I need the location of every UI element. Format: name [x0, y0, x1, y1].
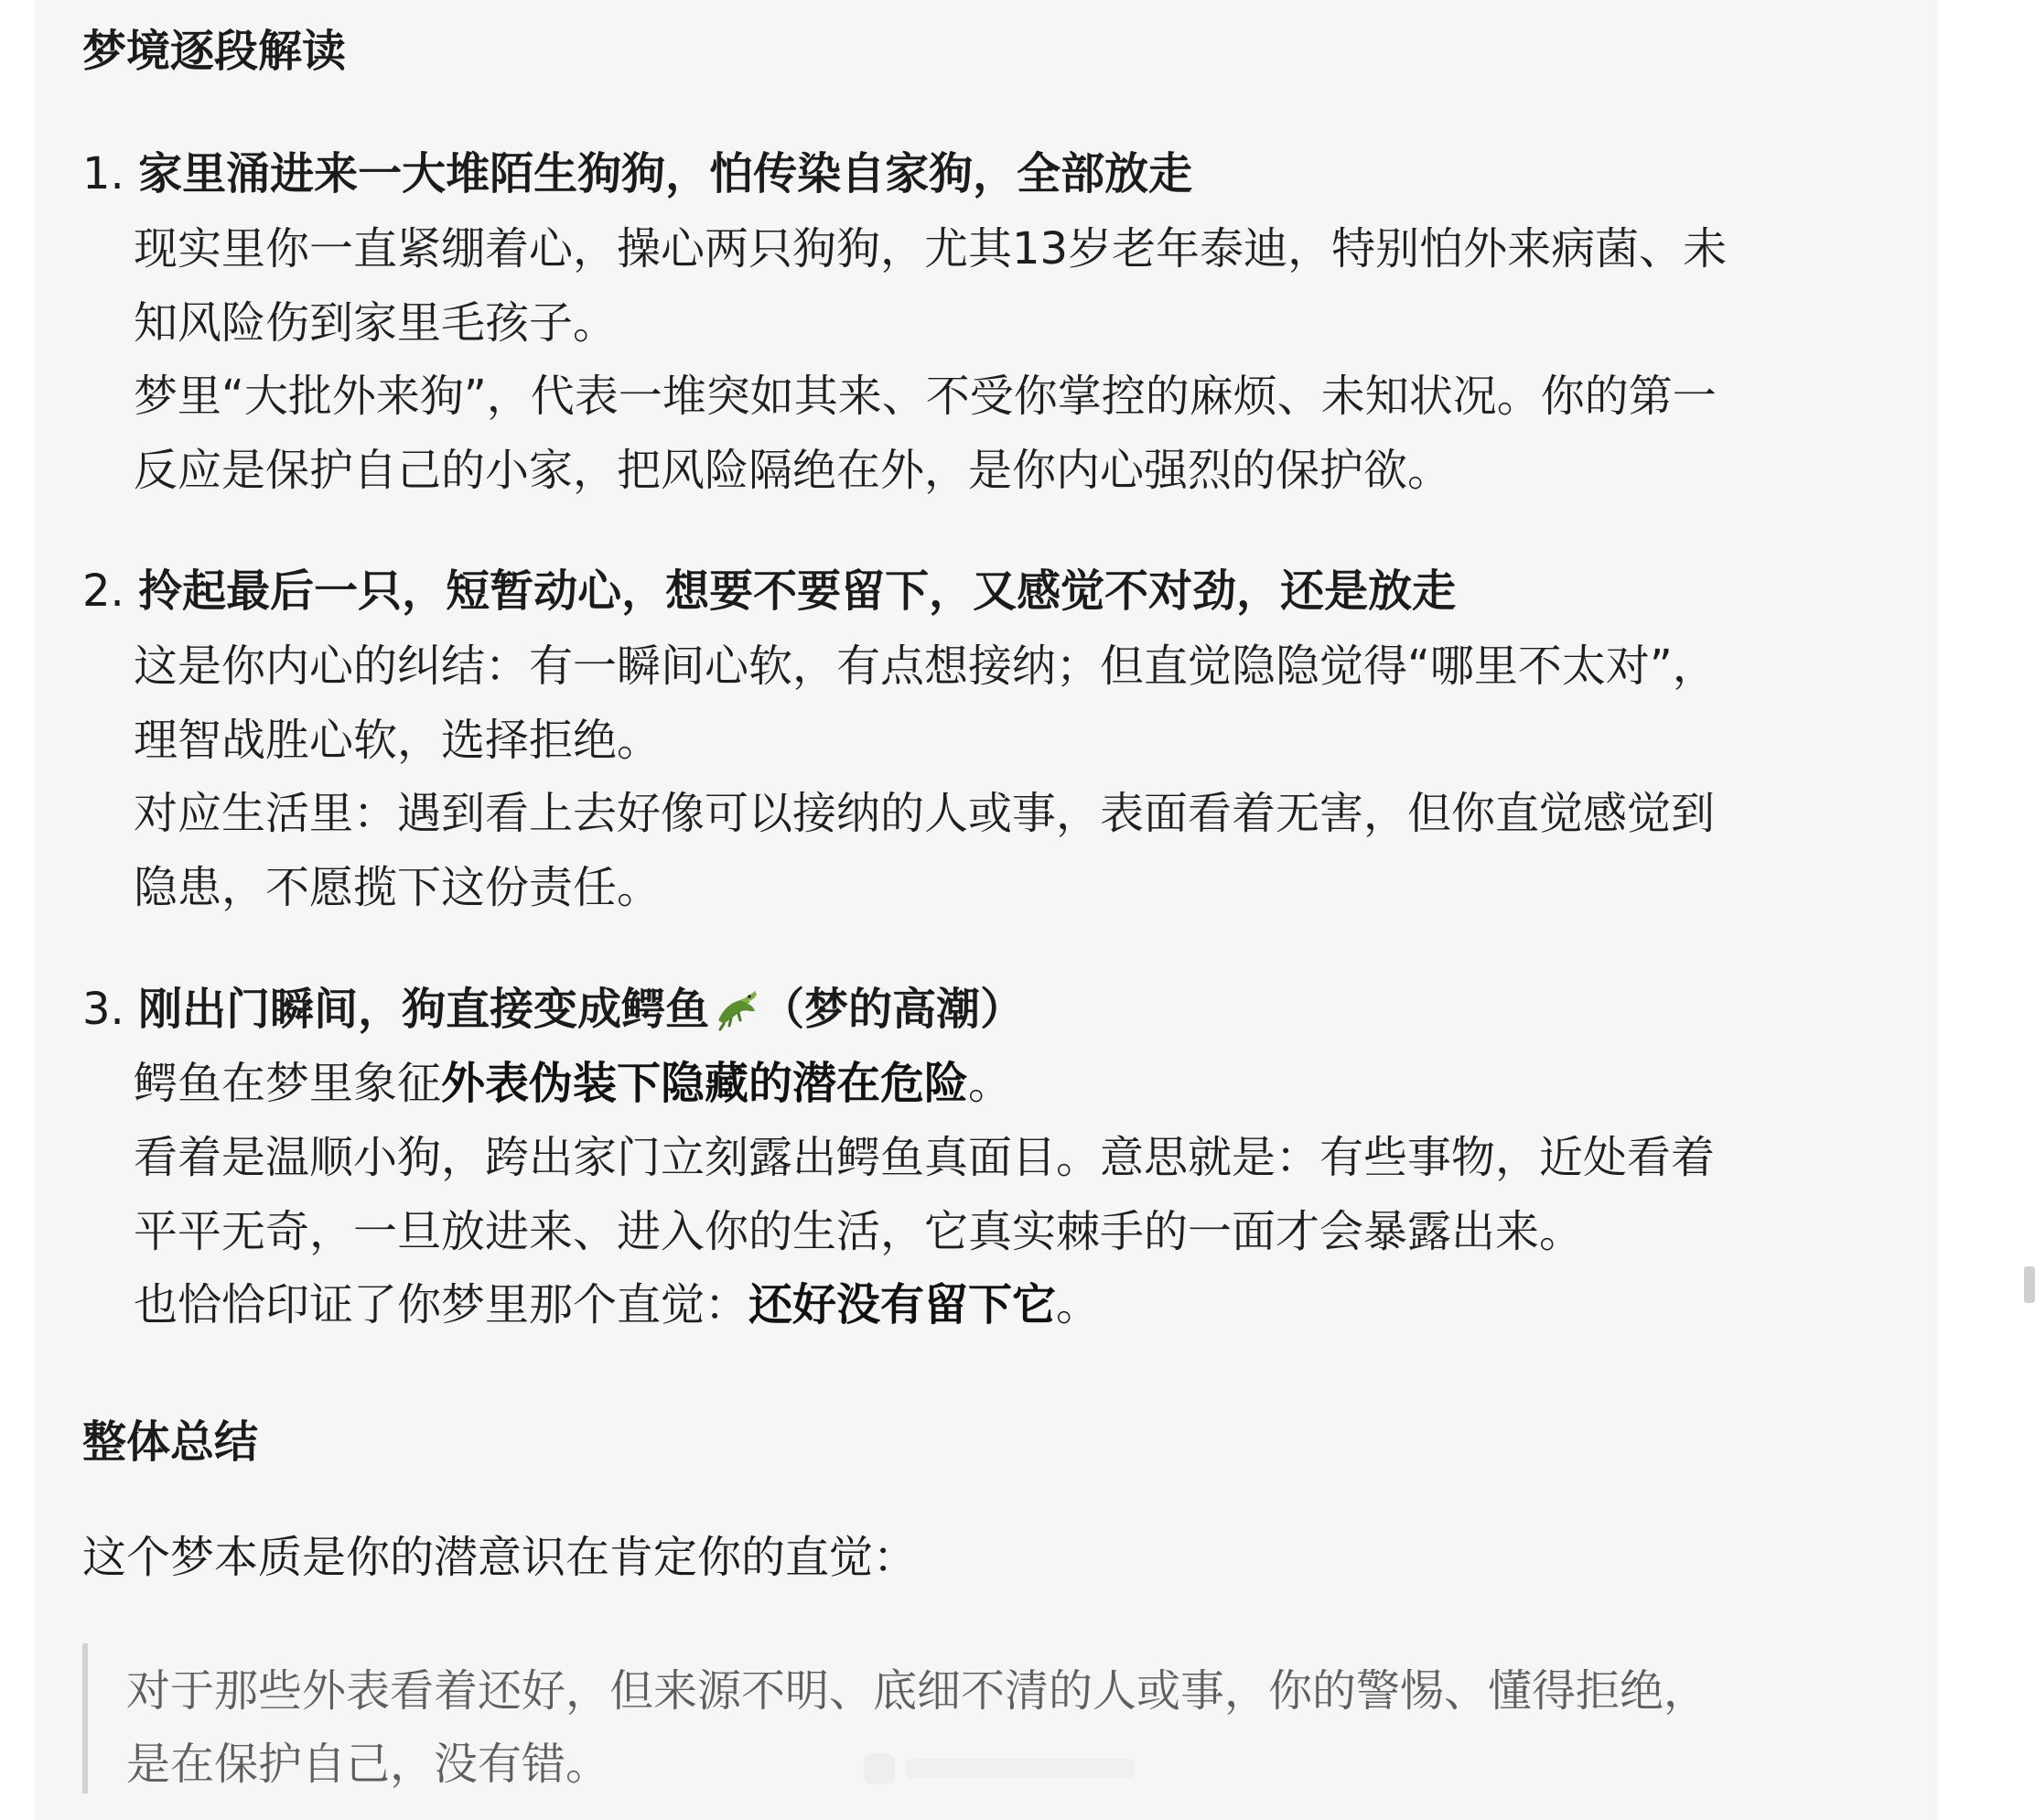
scrollbar-thumb[interactable]	[2024, 1266, 2035, 1303]
summary-title: 整体总结	[82, 1416, 259, 1468]
section-3-number: 3.	[82, 984, 124, 1035]
section-3-line-4	[134, 1277, 1100, 1332]
section-1-heading	[82, 146, 1192, 201]
section-3-line-4-post: 。	[1056, 1279, 1101, 1330]
section-2-line-2: 理智战胜心软，选择拒绝。	[134, 715, 662, 766]
section-3-line-4-pre: 也恰恰印证了你梦里那个直觉：	[134, 1279, 749, 1330]
section-2-heading	[82, 564, 1456, 619]
quote-line-1: 对于那些外表看着还好，但来源不明、底细不清的人或事，你的警惕、懂得拒绝，	[126, 1665, 1708, 1717]
section-1-line-1: 现实里你一直紧绷着心，操心两只狗狗，尤其13岁老年泰迪，特别怕外来病菌、未	[134, 223, 1728, 275]
quote-line-2: 是在保护自己，没有错。	[126, 1739, 610, 1790]
section-3-line-1-bold: 外表伪装下隐藏的潜在危险	[441, 1058, 969, 1109]
section-2-title: 拎起最后一只，短暂动心，想要不要留下，又感觉不对劲，还是放走	[138, 565, 1457, 617]
section-2-line-4: 隐患，不愿揽下这份责任。	[134, 862, 662, 913]
section-1-line-3: 梦里“大批外来狗”，代表一堆突如其来、不受你掌控的麻烦、未知状况。你的第一	[134, 371, 1717, 422]
content-card	[35, 0, 1938, 1820]
section-3-line-1-post: 。	[968, 1058, 1013, 1109]
section-3-heading	[82, 982, 1024, 1037]
watermark-icon	[860, 1746, 1153, 1790]
section-3-line-1	[134, 1056, 1012, 1111]
summary-intro: 这个梦本质是你的潜意识在肯定你的直觉：	[82, 1532, 918, 1583]
crocodile-icon	[713, 984, 760, 1031]
section-3-line-3: 平平无奇，一旦放进来、进入你的生活，它真实棘手的一面才会暴露出来。	[134, 1206, 1584, 1257]
section-1-title: 家里涌进来一大堆陌生狗狗，怕传染自家狗，全部放走	[138, 148, 1193, 199]
section-title-dream-reading: 梦境逐段解读	[82, 26, 347, 77]
section-3-title: 刚出门瞬间，狗直接变成鳄鱼	[138, 984, 710, 1035]
section-3-line-1-pre: 鳄鱼在梦里象征	[134, 1058, 442, 1109]
section-3-title-suffix: （梦的高潮）	[760, 984, 1025, 1035]
section-2-line-3: 对应生活里：遇到看上去好像可以接纳的人或事，表面看着无害，但你直觉感觉到	[134, 788, 1716, 839]
section-1-number: 1.	[82, 148, 124, 199]
section-3-line-2: 看着是温顺小狗，跨出家门立刻露出鳄鱼真面目。意思就是：有些事物，近处看着	[134, 1132, 1716, 1183]
section-2-line-1: 这是你内心的纠结：有一瞬间心软，有点想接纳；但直觉隐隐觉得“哪里不太对”，	[134, 641, 1717, 692]
section-1-line-4: 反应是保护自己的小家，把风险隔绝在外，是你内心强烈的保护欲。	[134, 445, 1452, 496]
section-3-line-4-bold: 还好没有留下它	[748, 1279, 1057, 1330]
section-2-number: 2.	[82, 565, 124, 617]
section-1-line-2: 知风险伤到家里毛孩子。	[134, 297, 618, 349]
